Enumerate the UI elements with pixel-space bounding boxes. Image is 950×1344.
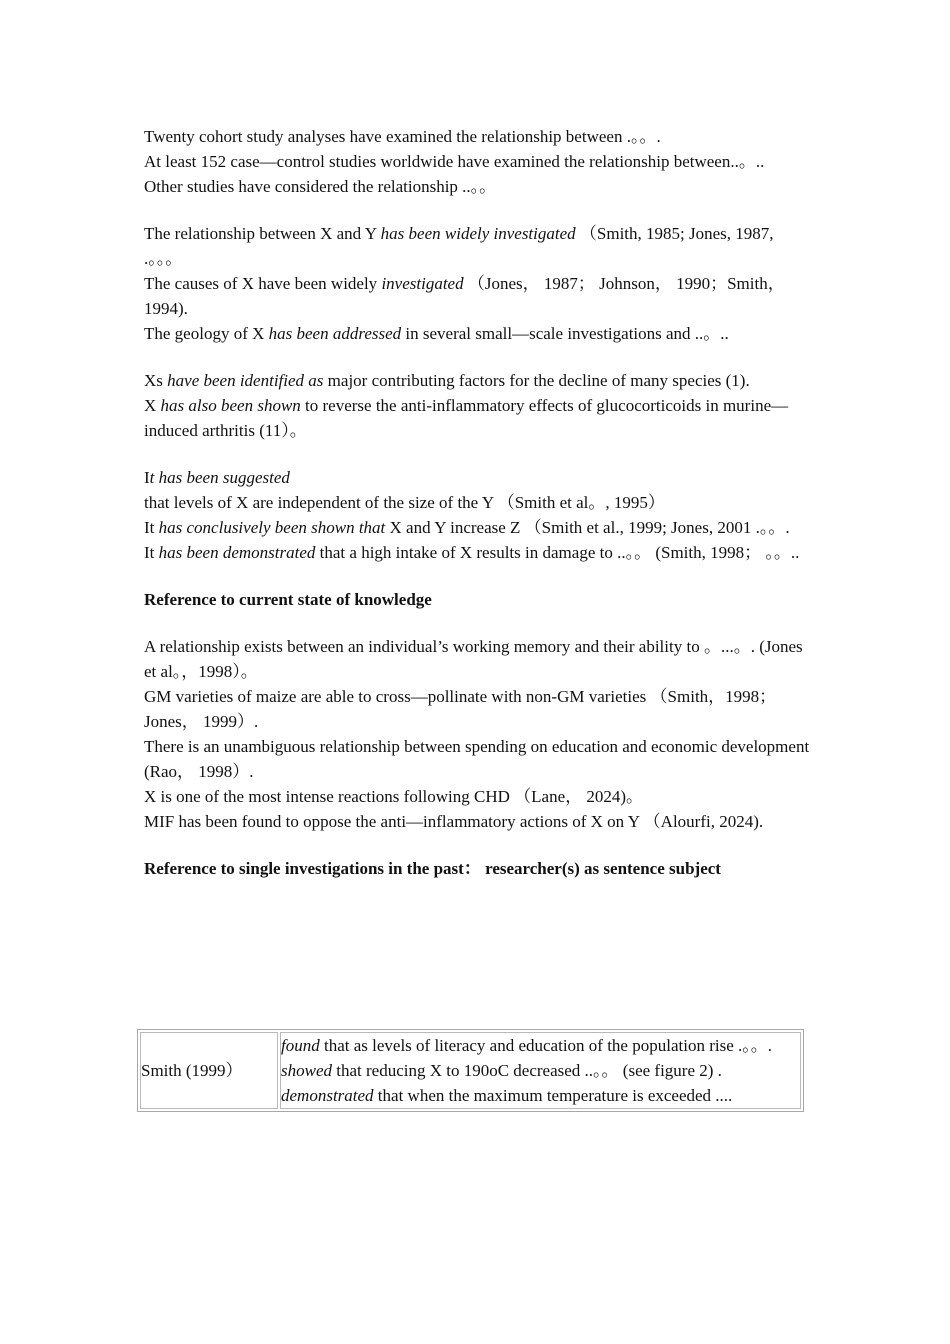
sentence-chd-reaction: X is one of the most intense reactions following CHD （Lane， 2024)。 bbox=[144, 787, 644, 806]
document-body bbox=[144, 124, 810, 881]
sentence-case-control-studies: At least 152 case—control studies worldwide have examined the relationship between..。.. bbox=[144, 152, 765, 171]
section-heading-single-investigations: Reference to single investigations in the past： researcher(s) as sentence subject bbox=[144, 859, 721, 878]
sentence-demonstrated: It has been demonstrated that a high intake of X results in damage to ..。。 (Smith, 1998； 。。.. bbox=[144, 543, 800, 562]
paragraph-gap bbox=[144, 443, 810, 465]
section-heading-current-knowledge: Reference to current state of knowledge bbox=[144, 590, 432, 609]
sentence-suggested: It has been suggested that levels of X are independent of the size of the Y （Smith et al。, 1995） bbox=[144, 468, 665, 512]
sentence-also-shown: X has also been shown to reverse the anti-inflammatory effects of glucocorticoids in murine—induced arthritis (11）。 bbox=[144, 396, 789, 440]
table-row bbox=[140, 1032, 801, 1109]
paragraph-gap bbox=[144, 565, 810, 587]
table-researcher-cell: Smith (1999） bbox=[140, 1032, 278, 1109]
paragraph-gap bbox=[144, 834, 810, 856]
sentence-conclusively-shown: It has conclusively been shown that X and Y increase Z （Smith et al., 1999; Jones, 2001 .。。. bbox=[144, 518, 790, 537]
sentence-geology-addressed: The geology of X has been addressed in several small—scale investigations and ..。.. bbox=[144, 324, 729, 343]
sentence-causes-investigated: The causes of X have been widely investigated （Jones， 1987； Johnson， 1990；Smith， 1994). bbox=[144, 274, 785, 318]
paragraph-gap bbox=[144, 199, 810, 221]
paragraph-gap bbox=[144, 612, 810, 634]
sentence-working-memory: A relationship exists between an individual’s working memory and their ability to 。...。. (Jones et al。，1998）。 bbox=[144, 637, 803, 681]
sentence-other-studies: Other studies have considered the relationship ..。。 bbox=[144, 177, 497, 196]
paragraph-gap bbox=[144, 346, 810, 368]
sentence-mif: MIF has been found to oppose the anti—inflammatory actions of X on Y （Alourfi, 2024). bbox=[144, 812, 764, 831]
sentence-widely-investigated: The relationship between X and Y has been widely investigated （Smith, 1985; Jones, 1987, .。。。 bbox=[144, 224, 774, 268]
table-line-found: found that as levels of literacy and education of the population rise .。。. bbox=[281, 1036, 772, 1055]
table-line-showed: showed that reducing X to 190oC decreased ..。。 (see figure 2) . bbox=[281, 1061, 722, 1080]
table-verbs-cell bbox=[280, 1032, 801, 1109]
sentence-cohort-studies: Twenty cohort study analyses have examined the relationship between .。。. bbox=[144, 127, 661, 146]
sentence-identified-as: Xs have been identified as major contributing factors for the decline of many species (1). bbox=[144, 371, 750, 390]
table-line-demonstrated: demonstrated that when the maximum temperature is exceeded .... bbox=[281, 1086, 733, 1105]
sentence-education-spending: There is an unambiguous relationship between spending on education and economic development (Rao， 1998）. bbox=[144, 737, 810, 781]
reference-table bbox=[137, 1029, 804, 1112]
sentence-gm-maize: GM varieties of maize are able to cross—pollinate with non-GM varieties （Smith，1998； Jones， 1999）. bbox=[144, 687, 777, 731]
